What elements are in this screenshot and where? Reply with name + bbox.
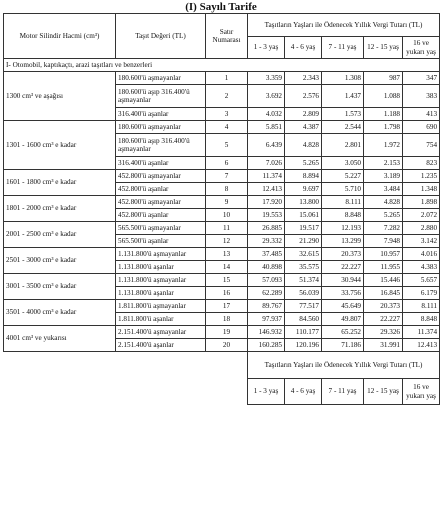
tariff-table bbox=[3, 13, 440, 405]
tax-cell: 71.186 bbox=[322, 339, 364, 352]
tax-cell: 1.235 bbox=[403, 170, 440, 183]
value-cell: 180.600'ü aşıp 316.400'ü aşmayanlar bbox=[116, 134, 206, 157]
tax-cell: 9.697 bbox=[285, 183, 322, 196]
table-row bbox=[4, 170, 440, 183]
table-row bbox=[4, 274, 440, 287]
row-number-cell: 2 bbox=[206, 85, 248, 108]
engine-cell: 2001 - 2500 cm³ e kadar bbox=[4, 222, 116, 248]
tax-cell: 4.387 bbox=[285, 121, 322, 134]
header-tax-span: Taşıtların Yaşları ile Ödenecek Yıllık Vergi Tutarı (TL) bbox=[248, 14, 440, 37]
row-number-cell: 4 bbox=[206, 121, 248, 134]
footer-age-7-11: 7 - 11 yaş bbox=[322, 379, 364, 405]
value-cell: 565.500'ü aşmayanlar bbox=[116, 222, 206, 235]
row-number-cell: 11 bbox=[206, 222, 248, 235]
tax-cell: 3.142 bbox=[403, 235, 440, 248]
tax-cell: 32.615 bbox=[285, 248, 322, 261]
engine-cell: 1300 cm³ ve aşağısı bbox=[4, 72, 116, 121]
value-cell: 565.500'ü aşanlar bbox=[116, 235, 206, 248]
tax-cell: 120.196 bbox=[285, 339, 322, 352]
row-number-cell: 18 bbox=[206, 313, 248, 326]
tax-cell: 11.374 bbox=[403, 326, 440, 339]
table-row bbox=[4, 326, 440, 339]
table-row bbox=[4, 196, 440, 209]
tax-cell: 1.798 bbox=[364, 121, 403, 134]
tax-cell: 6.439 bbox=[248, 134, 285, 157]
tax-cell: 13.800 bbox=[285, 196, 322, 209]
row-number-cell: 10 bbox=[206, 209, 248, 222]
tax-cell: 1.348 bbox=[403, 183, 440, 196]
value-cell: 1.131.800'ü aşanlar bbox=[116, 261, 206, 274]
value-cell: 180.600'ü aşmayanlar bbox=[116, 72, 206, 85]
tax-cell: 4.828 bbox=[285, 134, 322, 157]
value-cell: 1.131.800'ü aşmayanlar bbox=[116, 274, 206, 287]
header-engine: Motor Silindir Hacmi (cm³) bbox=[4, 14, 116, 59]
engine-cell: 3501 - 4000 cm³ e kadar bbox=[4, 300, 116, 326]
value-cell: 180.600'ü aşmayanlar bbox=[116, 121, 206, 134]
tax-cell: 65.252 bbox=[322, 326, 364, 339]
tax-cell: 690 bbox=[403, 121, 440, 134]
tax-cell: 8.848 bbox=[322, 209, 364, 222]
table-row bbox=[4, 121, 440, 134]
tax-cell: 2.544 bbox=[322, 121, 364, 134]
row-number-cell: 20 bbox=[206, 339, 248, 352]
value-cell: 1.131.800'ü aşanlar bbox=[116, 287, 206, 300]
value-cell: 180.600'ü aşıp 316.400'ü aşmayanlar bbox=[116, 85, 206, 108]
tax-cell: 8.848 bbox=[403, 313, 440, 326]
tax-cell: 37.485 bbox=[248, 248, 285, 261]
value-cell: 452.800'ü aşanlar bbox=[116, 183, 206, 196]
engine-cell: 2501 - 3000 cm³ e kadar bbox=[4, 248, 116, 274]
tax-cell: 7.026 bbox=[248, 157, 285, 170]
tax-cell: 15.061 bbox=[285, 209, 322, 222]
tax-cell: 1.898 bbox=[403, 196, 440, 209]
tax-cell: 7.282 bbox=[364, 222, 403, 235]
tax-cell: 20.373 bbox=[322, 248, 364, 261]
tax-cell: 2.343 bbox=[285, 72, 322, 85]
row-number-cell: 14 bbox=[206, 261, 248, 274]
tax-cell: 19.553 bbox=[248, 209, 285, 222]
tax-cell: 987 bbox=[364, 72, 403, 85]
row-number-cell: 6 bbox=[206, 157, 248, 170]
header-age-7-11: 7 - 11 yaş bbox=[322, 37, 364, 59]
tax-cell: 4.828 bbox=[364, 196, 403, 209]
tax-cell: 62.289 bbox=[248, 287, 285, 300]
value-cell: 1.811.800'ü aşmayanlar bbox=[116, 300, 206, 313]
tax-cell: 20.373 bbox=[364, 300, 403, 313]
row-number-cell: 9 bbox=[206, 196, 248, 209]
tax-cell: 2.576 bbox=[285, 85, 322, 108]
engine-cell: 1601 - 1800 cm³ e kadar bbox=[4, 170, 116, 196]
tax-cell: 35.575 bbox=[285, 261, 322, 274]
value-cell: 452.800'ü aşmayanlar bbox=[116, 170, 206, 183]
row-number-cell: 1 bbox=[206, 72, 248, 85]
tax-cell: 8.111 bbox=[403, 300, 440, 313]
value-cell: 1.811.800'ü aşanlar bbox=[116, 313, 206, 326]
tax-cell: 2.153 bbox=[364, 157, 403, 170]
tax-cell: 26.885 bbox=[248, 222, 285, 235]
value-cell: 316.400'ü aşanlar bbox=[116, 157, 206, 170]
footer-age-12-15: 12 - 15 yaş bbox=[364, 379, 403, 405]
tax-cell: 10.957 bbox=[364, 248, 403, 261]
tax-cell: 2.880 bbox=[403, 222, 440, 235]
engine-cell: 4001 cm³ ve yukarısı bbox=[4, 326, 116, 352]
tax-cell: 5.657 bbox=[403, 274, 440, 287]
value-cell: 316.400'ü aşanlar bbox=[116, 108, 206, 121]
tax-cell: 12.193 bbox=[322, 222, 364, 235]
tax-cell: 4.016 bbox=[403, 248, 440, 261]
tax-cell: 8.894 bbox=[285, 170, 322, 183]
row-number-cell: 17 bbox=[206, 300, 248, 313]
footer-blank-2 bbox=[4, 379, 248, 405]
tax-cell: 413 bbox=[403, 108, 440, 121]
tax-cell: 3.189 bbox=[364, 170, 403, 183]
tax-cell: 5.265 bbox=[364, 209, 403, 222]
tax-cell: 84.560 bbox=[285, 313, 322, 326]
tax-cell: 15.446 bbox=[364, 274, 403, 287]
value-cell: 1.131.800'ü aşmayanlar bbox=[116, 248, 206, 261]
tax-cell: 160.285 bbox=[248, 339, 285, 352]
tax-cell: 29.326 bbox=[364, 326, 403, 339]
tax-cell: 89.767 bbox=[248, 300, 285, 313]
engine-cell: 3001 - 3500 cm³ e kadar bbox=[4, 274, 116, 300]
engine-cell: 1801 - 2000 cm³ e kadar bbox=[4, 196, 116, 222]
header-age-4-6: 4 - 6 yaş bbox=[285, 37, 322, 59]
tax-cell: 12.413 bbox=[248, 183, 285, 196]
tax-cell: 3.050 bbox=[322, 157, 364, 170]
tax-cell: 31.991 bbox=[364, 339, 403, 352]
tax-cell: 30.944 bbox=[322, 274, 364, 287]
tax-cell: 56.039 bbox=[285, 287, 322, 300]
section-title: I- Otomobil, kaptıkaçtı, arazi taşıtları ve benzerleri bbox=[4, 59, 440, 72]
value-cell: 452.800'ü aşmayanlar bbox=[116, 196, 206, 209]
tax-cell: 347 bbox=[403, 72, 440, 85]
tax-cell: 3.484 bbox=[364, 183, 403, 196]
tax-cell: 5.851 bbox=[248, 121, 285, 134]
tax-cell: 21.290 bbox=[285, 235, 322, 248]
engine-cell: 1301 - 1600 cm³ e kadar bbox=[4, 121, 116, 170]
footer-age-16-plus: 16 ve yukarı yaş bbox=[403, 379, 440, 405]
tax-cell: 1.972 bbox=[364, 134, 403, 157]
header-row-number: Satır Numarası bbox=[206, 14, 248, 59]
tax-cell: 7.948 bbox=[364, 235, 403, 248]
footer-age-1-3: 1 - 3 yaş bbox=[248, 379, 285, 405]
table-row bbox=[4, 72, 440, 85]
tax-cell: 823 bbox=[403, 157, 440, 170]
row-number-cell: 19 bbox=[206, 326, 248, 339]
tax-cell: 8.111 bbox=[322, 196, 364, 209]
tax-cell: 6.179 bbox=[403, 287, 440, 300]
table-row bbox=[4, 300, 440, 313]
tax-cell: 5.265 bbox=[285, 157, 322, 170]
tax-cell: 3.692 bbox=[248, 85, 285, 108]
tax-cell: 5.710 bbox=[322, 183, 364, 196]
tax-cell: 77.517 bbox=[285, 300, 322, 313]
header-value: Taşıt Değeri (TL) bbox=[116, 14, 206, 59]
row-number-cell: 5 bbox=[206, 134, 248, 157]
tax-cell: 2.072 bbox=[403, 209, 440, 222]
tax-cell: 4.032 bbox=[248, 108, 285, 121]
tax-cell: 22.227 bbox=[364, 313, 403, 326]
row-number-cell: 7 bbox=[206, 170, 248, 183]
tax-cell: 146.932 bbox=[248, 326, 285, 339]
tax-cell: 1.573 bbox=[322, 108, 364, 121]
tax-cell: 29.332 bbox=[248, 235, 285, 248]
tax-cell: 12.413 bbox=[403, 339, 440, 352]
tax-cell: 1.188 bbox=[364, 108, 403, 121]
tax-cell: 5.227 bbox=[322, 170, 364, 183]
row-number-cell: 8 bbox=[206, 183, 248, 196]
header-age-12-15: 12 - 15 yaş bbox=[364, 37, 403, 59]
tax-cell: 2.801 bbox=[322, 134, 364, 157]
footer-header bbox=[4, 352, 440, 405]
tax-cell: 57.093 bbox=[248, 274, 285, 287]
row-number-cell: 13 bbox=[206, 248, 248, 261]
tax-cell: 19.517 bbox=[285, 222, 322, 235]
tax-cell: 383 bbox=[403, 85, 440, 108]
tax-cell: 17.920 bbox=[248, 196, 285, 209]
tax-cell: 11.374 bbox=[248, 170, 285, 183]
tax-cell: 51.374 bbox=[285, 274, 322, 287]
tax-cell: 49.807 bbox=[322, 313, 364, 326]
tax-cell: 16.845 bbox=[364, 287, 403, 300]
tax-cell: 45.649 bbox=[322, 300, 364, 313]
tax-cell: 1.437 bbox=[322, 85, 364, 108]
footer-blank bbox=[4, 352, 248, 379]
tax-cell: 22.227 bbox=[322, 261, 364, 274]
tax-cell: 1.308 bbox=[322, 72, 364, 85]
header-age-16-plus: 16 ve yukarı yaş bbox=[403, 37, 440, 59]
value-cell: 2.151.400'ü aşmayanlar bbox=[116, 326, 206, 339]
tax-cell: 33.756 bbox=[322, 287, 364, 300]
tax-cell: 40.898 bbox=[248, 261, 285, 274]
row-number-cell: 15 bbox=[206, 274, 248, 287]
tax-cell: 2.809 bbox=[285, 108, 322, 121]
row-number-cell: 12 bbox=[206, 235, 248, 248]
tax-cell: 97.937 bbox=[248, 313, 285, 326]
header-age-1-3: 1 - 3 yaş bbox=[248, 37, 285, 59]
row-number-cell: 3 bbox=[206, 108, 248, 121]
tax-cell: 11.955 bbox=[364, 261, 403, 274]
tax-cell: 4.383 bbox=[403, 261, 440, 274]
table-row bbox=[4, 222, 440, 235]
tax-cell: 1.088 bbox=[364, 85, 403, 108]
tax-cell: 3.359 bbox=[248, 72, 285, 85]
row-number-cell: 16 bbox=[206, 287, 248, 300]
value-cell: 452.800'ü aşanlar bbox=[116, 209, 206, 222]
tax-cell: 110.177 bbox=[285, 326, 322, 339]
page-title: (I) Sayılı Tarife bbox=[185, 1, 257, 13]
footer-age-4-6: 4 - 6 yaş bbox=[285, 379, 322, 405]
table-row bbox=[4, 248, 440, 261]
value-cell: 2.151.400'ü aşanlar bbox=[116, 339, 206, 352]
footer-tax-span: Taşıtların Yaşları ile Ödenecek Yıllık Vergi Tutarı (TL) bbox=[248, 352, 440, 379]
tax-cell: 13.299 bbox=[322, 235, 364, 248]
tax-cell: 754 bbox=[403, 134, 440, 157]
tariff-body bbox=[4, 59, 440, 352]
